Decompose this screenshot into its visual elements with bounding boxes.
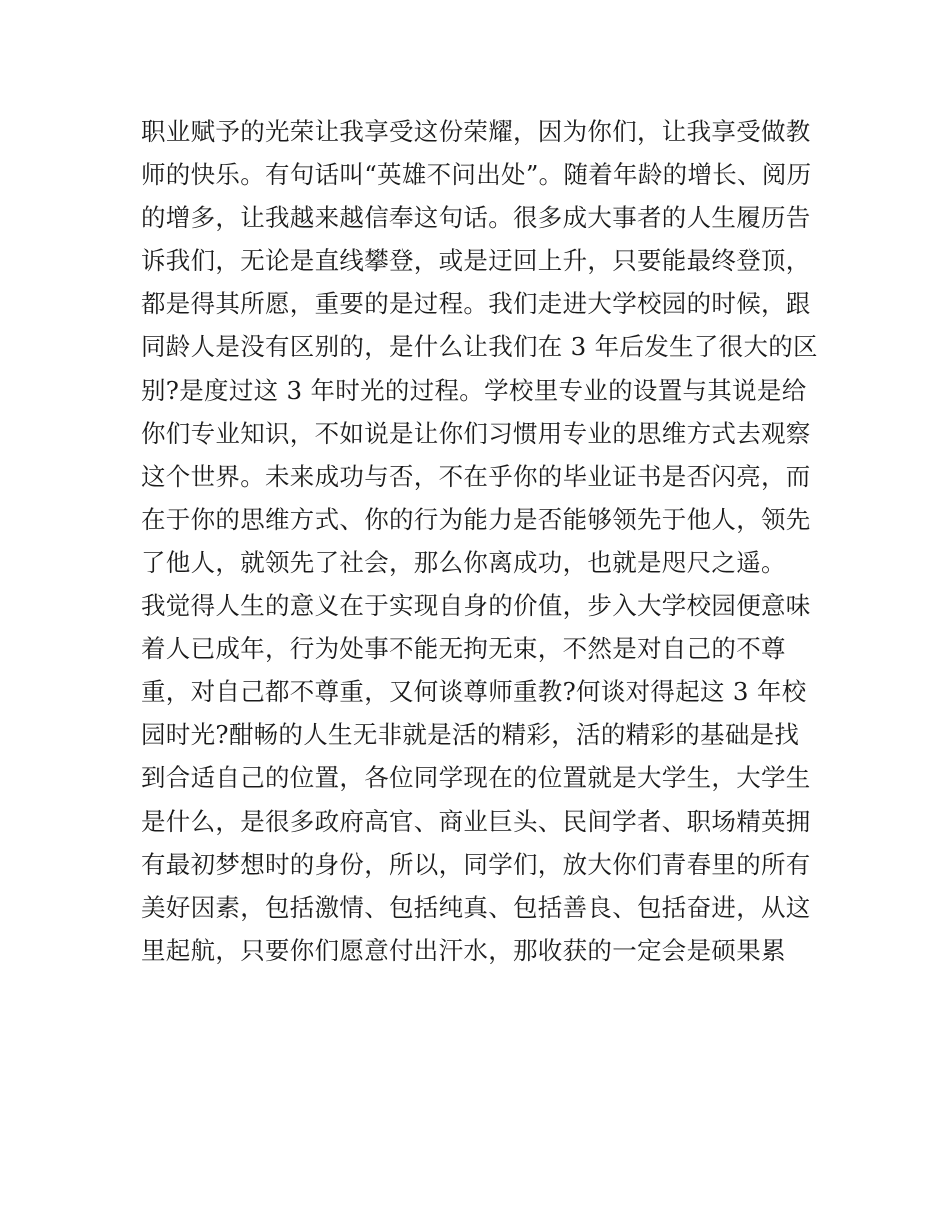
text-line: 职业赋予的光荣让我享受这份荣耀，因为你们，让我享受做教 [141, 117, 811, 146]
text-line: 园时光?酣畅的人生无非就是活的精彩，活的精彩的基础是找 [141, 720, 800, 750]
text-line: 的增多，让我越来越信奉这句话。很多成大事者的人生履历告 [141, 203, 811, 233]
text-line: 诉我们，无论是直线攀登，或是迂回上升，只要能最终登顶， [141, 246, 811, 276]
text-line: 着人已成年，行为处事不能无拘无束，不然是对自己的不尊 [141, 634, 786, 664]
text-line: 在于你的思维方式、你的行为能力是否能够领先于他人，领先 [141, 504, 811, 534]
text-line: 我觉得人生的意义在于实现自身的价值，步入大学校园便意味 [141, 591, 811, 621]
text-line: 美好因素，包括激情、包括纯真、包括善良、包括奋进，从这 [141, 892, 811, 922]
text-line: 师的快乐。有句话叫“英雄不问出处”。随着年龄的增长、阅历 [141, 160, 812, 190]
text-line: 同龄人是没有区别的，是什么让我们在 3 年后发生了很大的区 [141, 332, 818, 362]
text-line: 到合适自己的位置，各位同学现在的位置就是大学生，大学生 [141, 763, 811, 793]
text-line: 重，对自己都不尊重，又何谈尊师重教?何谈对得起这 3 年校 [141, 677, 807, 707]
text-line: 了他人，就领先了社会，那么你离成功，也就是咫尺之遥。 [141, 547, 786, 577]
text-line: 里起航，只要你们愿意付出汗水，那收获的一定会是硕果累 [141, 935, 786, 965]
body-text [141, 110, 821, 972]
text-line: 都是得其所愿，重要的是过程。我们走进大学校园的时候，跟 [141, 289, 811, 319]
text-line: 是什么，是很多政府高官、商业巨头、民间学者、职场精英拥 [141, 806, 811, 836]
text-line: 别?是度过这 3 年时光的过程。学校里专业的设置与其说是给 [141, 375, 807, 405]
text-line: 你们专业知识，不如说是让你们习惯用专业的思维方式去观察 [141, 418, 811, 448]
text-line: 这个世界。未来成功与否，不在乎你的毕业证书是否闪亮，而 [141, 461, 811, 491]
text-line: 有最初梦想时的身份，所以，同学们，放大你们青春里的所有 [141, 849, 811, 879]
